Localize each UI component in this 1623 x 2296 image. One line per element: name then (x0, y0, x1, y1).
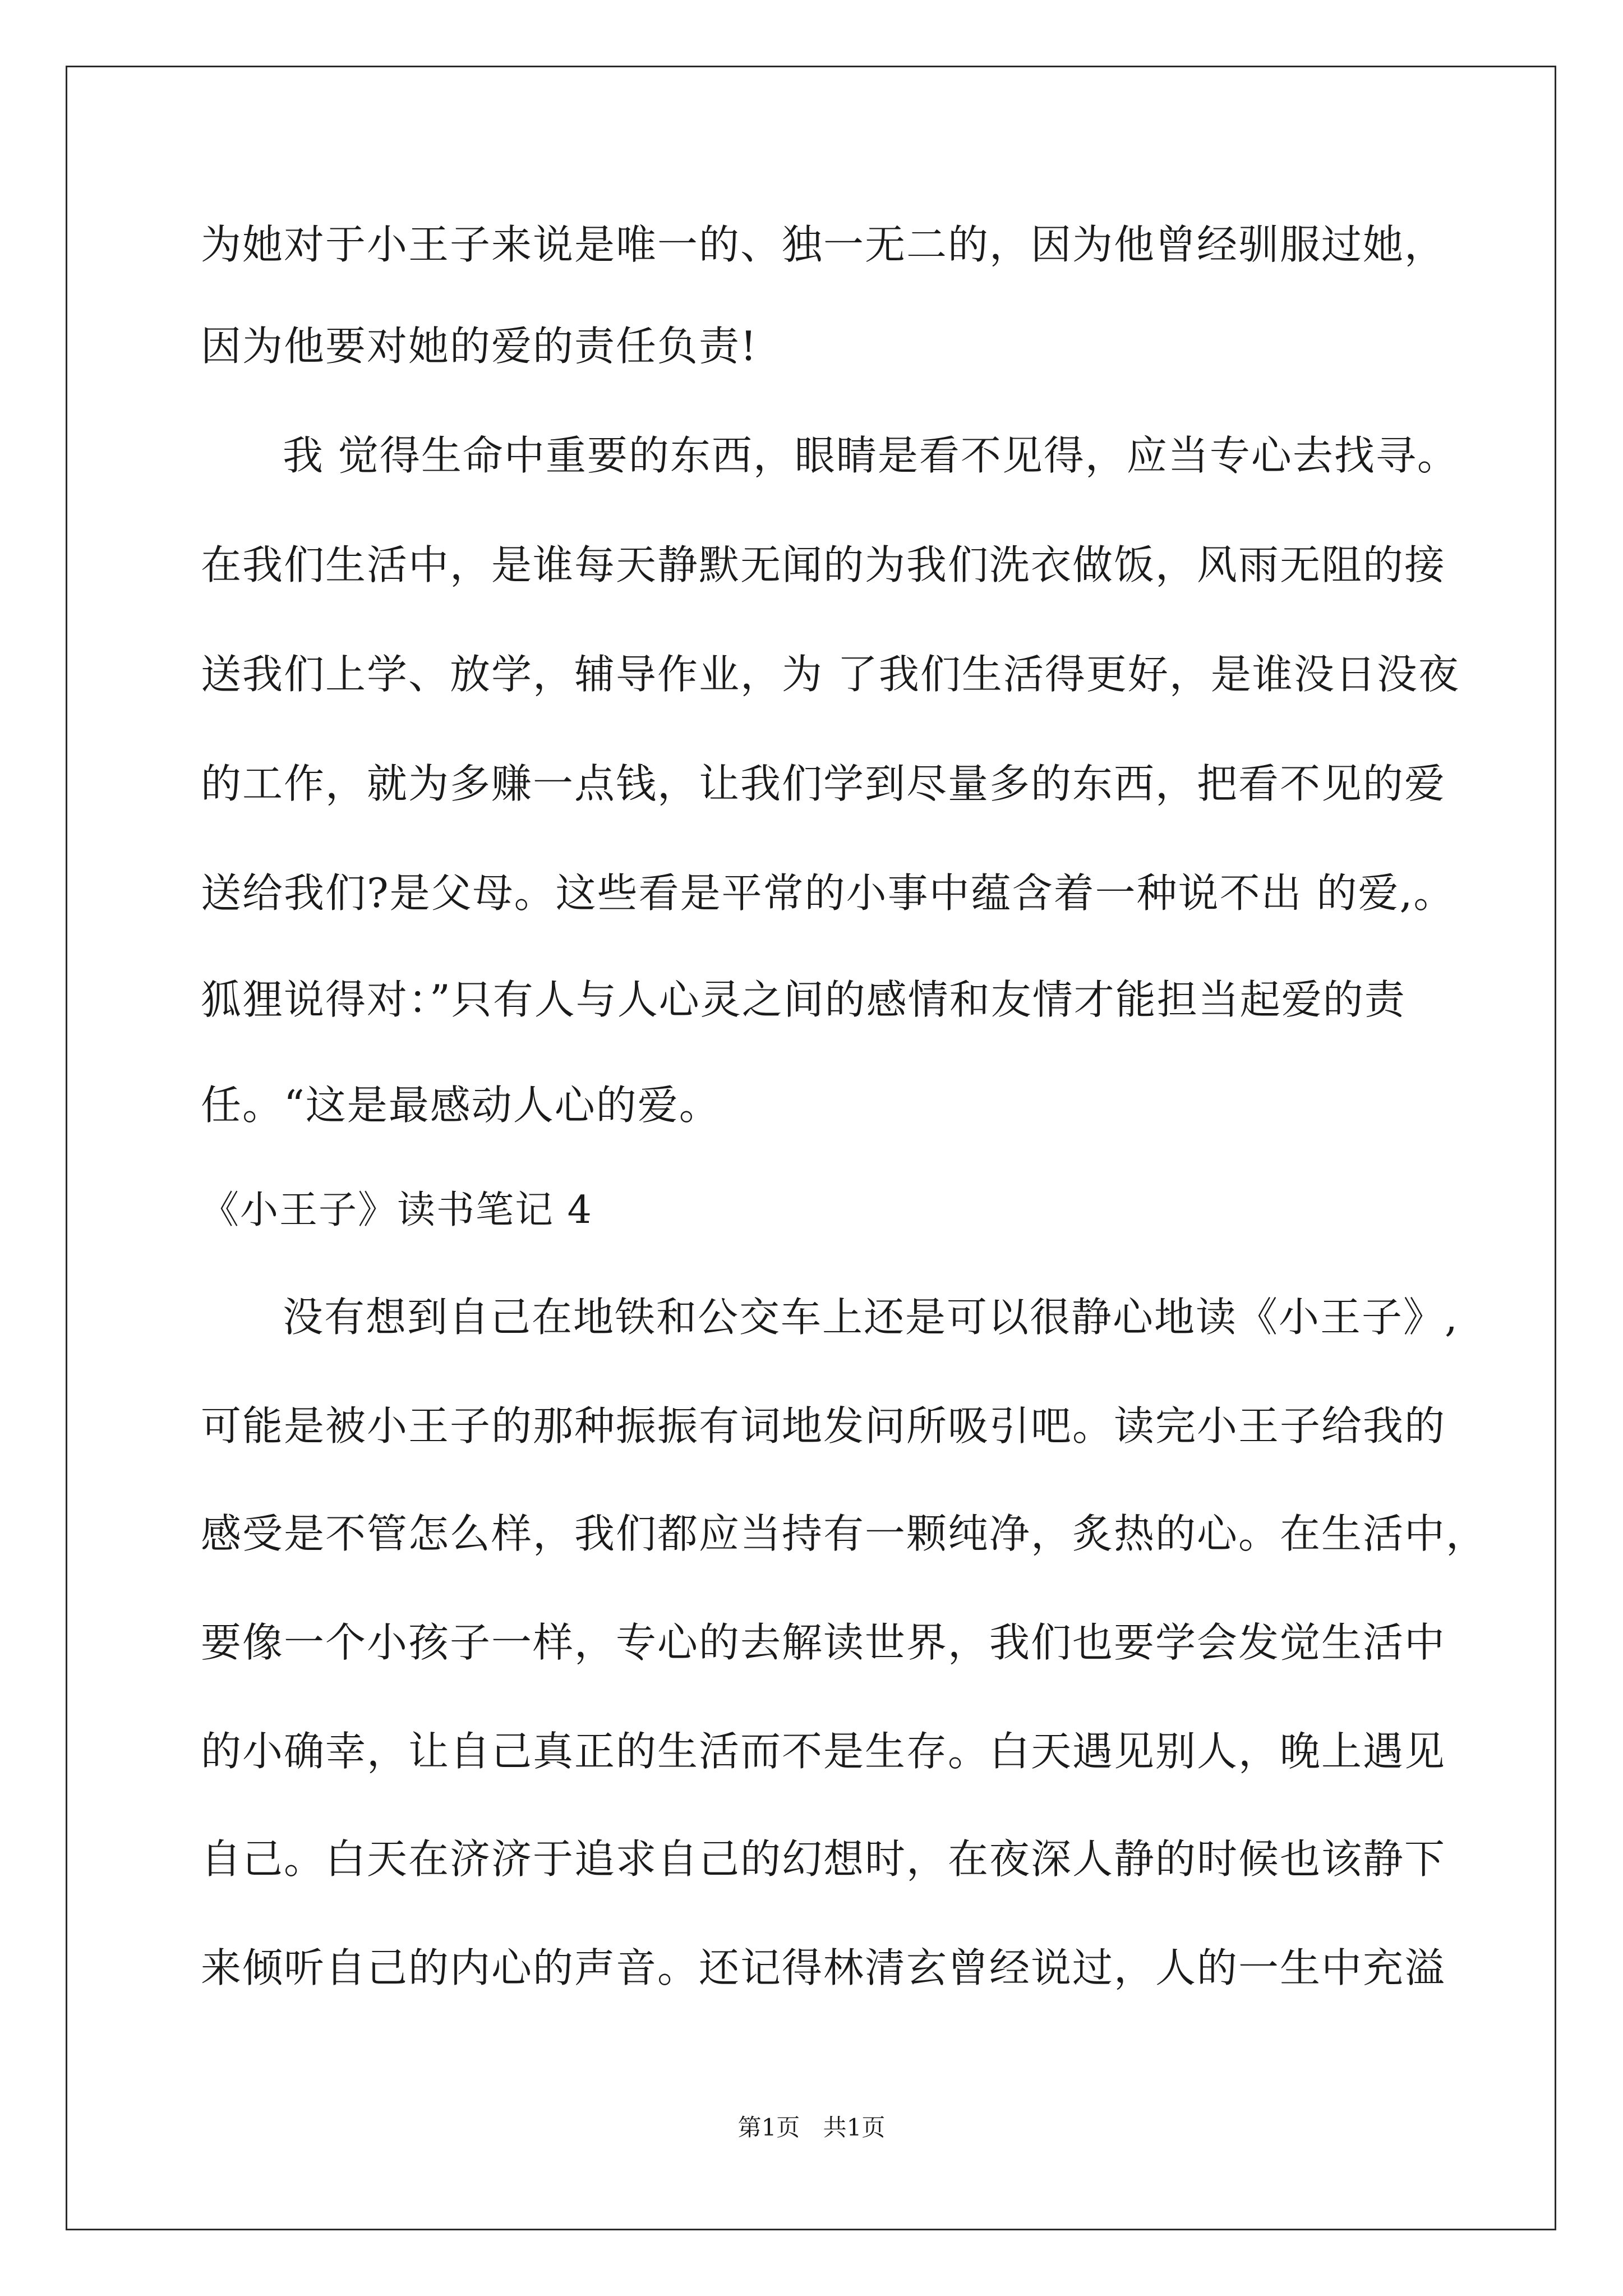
text-line: 为她对于小王子来说是唯一的、独一无二的，因为他曾经驯服过她， (201, 221, 1446, 268)
section-heading: 《小王子》读书笔记 4 (201, 1188, 593, 1232)
text-line: 的小确幸，让自己真正的生活而不是生存。白天遇见别人，晚上遇见 (201, 1728, 1446, 1775)
text-line: 送我们上学、放学，辅导作业，为 了我们生活得更好，是谁没日没夜 (201, 651, 1460, 698)
text-line: 在我们生活中，是谁每天静默无闻的为我们洗衣做饭，风雨无阻的接 (201, 541, 1446, 588)
paragraph-start-line: 我 觉得生命中重要的东西，眼睛是看不见得，应当专心去找寻。 (283, 432, 1459, 479)
text-line: 要像一个小孩子一样，专心的去解读世界，我们也要学会发觉生活中 (201, 1619, 1446, 1666)
page-border (66, 66, 1556, 2230)
text-line: 来倾听自己的内心的声音。还记得林清玄曾经说过，人的一生中充溢 (201, 1944, 1446, 1991)
text-line: 感受是不管怎么样，我们都应当持有一颗纯净，炙热的心。在生活中， (201, 1510, 1488, 1557)
page-total: 共1页 (823, 2114, 886, 2141)
page-footer (0, 2109, 1623, 2143)
paragraph-start-line: 没有想到自己在地铁和公交车上还是可以很静心地读《小王子》, (283, 1294, 1459, 1341)
text-line: 自己。白天在济济于追求自己的幻想时，在夜深人静的时候也该静下 (201, 1835, 1446, 1883)
text-line: 送给我们?是父母。这些看是平常的小事中蕴含着一种说不出 的爱,。 (201, 869, 1455, 917)
text-line: 狐狸说得对：”只有人与人心灵之间的感情和友情才能担当起爱的责 (201, 976, 1406, 1023)
text-line: 可能是被小王子的那种振振有词地发问所吸引吧。读完小王子给我的 (201, 1402, 1446, 1450)
text-line: 任。“这是最感动人心的爱。 (201, 1082, 721, 1129)
text-line: 因为他要对她的爱的责任负责! (201, 323, 758, 370)
text-line: 的工作，就为多赚一点钱，让我们学到尽量多的东西，把看不见的爱 (201, 760, 1446, 807)
page-number: 第1页 (737, 2114, 800, 2141)
